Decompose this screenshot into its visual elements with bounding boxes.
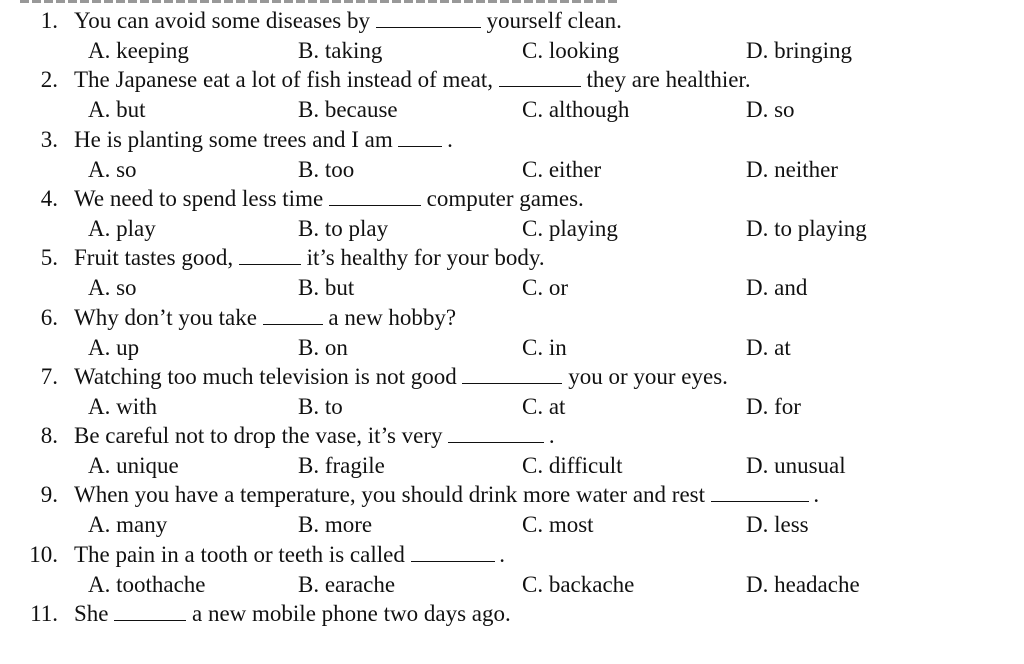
question-text-after-blank: yourself clean. (486, 8, 622, 33)
question-item (0, 540, 1024, 599)
option-a[interactable]: A. toothache (88, 571, 206, 597)
option-d[interactable]: D. to playing (746, 215, 867, 241)
question-number: 3. (40, 126, 58, 152)
option-c[interactable]: C. at (522, 393, 566, 419)
answer-options (0, 36, 1024, 65)
question-text (74, 303, 456, 333)
question-item (0, 480, 1024, 539)
option-a[interactable]: A. many (88, 512, 168, 538)
option-d[interactable]: D. unusual (746, 453, 846, 479)
question-text (74, 6, 622, 36)
question-text-after-blank: you or your eyes. (568, 363, 728, 389)
option-b[interactable]: B. too (298, 156, 355, 182)
answer-blank[interactable] (398, 125, 442, 147)
question-text (74, 184, 584, 214)
question-item (0, 362, 1024, 421)
question-number: 9. (40, 482, 58, 508)
question-number: 7. (40, 363, 58, 389)
option-a[interactable]: A. up (88, 334, 140, 360)
option-b[interactable]: B. more (298, 512, 373, 538)
answer-blank[interactable] (411, 540, 495, 562)
question-text (74, 243, 545, 273)
question-number: 4. (40, 185, 58, 211)
option-d[interactable]: D. less (746, 512, 809, 538)
option-a[interactable]: A. with (88, 393, 157, 419)
answer-options (0, 570, 1024, 599)
option-b[interactable]: B. taking (298, 38, 383, 63)
answer-options (0, 510, 1024, 539)
answer-options (0, 392, 1024, 421)
option-c[interactable]: C. in (522, 334, 567, 360)
question-number: 6. (40, 304, 58, 330)
option-c[interactable]: C. most (522, 512, 594, 538)
question-text-before-blank: The pain in a tooth or teeth is called (74, 541, 405, 567)
question-text-after-blank: . (548, 423, 555, 449)
question-text-before-blank: Why don’t you take (74, 304, 257, 330)
question-item (0, 184, 1024, 243)
question-text (74, 480, 819, 510)
answer-blank[interactable] (711, 480, 809, 502)
question-text-after-blank: they are healthier. (586, 67, 751, 93)
option-a[interactable]: A. so (88, 275, 137, 301)
option-d[interactable]: D. bringing (746, 38, 853, 63)
question-item (0, 421, 1024, 480)
question-text-after-blank: a new hobby? (328, 304, 457, 330)
question-item (0, 125, 1024, 184)
answer-blank[interactable] (462, 362, 562, 384)
question-number: 11. (30, 601, 58, 626)
question-text-after-blank: . (499, 541, 505, 567)
option-c[interactable]: C. looking (522, 38, 620, 63)
option-b[interactable]: B. to play (298, 215, 389, 241)
answer-options (0, 273, 1024, 302)
option-d[interactable]: D. so (746, 97, 795, 123)
question-text-before-blank: She (74, 601, 109, 626)
answer-options (0, 451, 1024, 480)
question-item (0, 243, 1024, 302)
question-text-after-blank: it’s healthy for your body. (306, 245, 545, 271)
option-c[interactable]: C. although (522, 97, 630, 123)
answer-blank[interactable] (114, 599, 186, 621)
question-number: 2. (40, 67, 58, 93)
option-a[interactable]: A. so (88, 156, 137, 182)
answer-options (0, 95, 1024, 124)
question-text (74, 421, 555, 451)
option-c[interactable]: C. or (522, 275, 568, 301)
question-item (0, 6, 1024, 65)
option-d[interactable]: D. and (746, 275, 808, 301)
question-text-before-blank: Watching too much television is not good (74, 363, 457, 389)
option-b[interactable]: B. to (298, 393, 343, 419)
option-c[interactable]: C. difficult (522, 453, 623, 479)
question-text-after-blank: . (447, 126, 453, 152)
question-number: 10. (29, 541, 58, 567)
question-text-after-blank: . (813, 482, 820, 508)
answer-blank[interactable] (329, 184, 421, 206)
question-item (0, 65, 1024, 124)
answer-options (0, 333, 1024, 362)
option-a[interactable]: A. but (88, 97, 146, 123)
option-a[interactable]: A. play (88, 215, 156, 241)
option-d[interactable]: D. neither (746, 156, 838, 182)
question-item (0, 599, 1024, 658)
option-d[interactable]: D. headache (746, 571, 860, 597)
option-b[interactable]: B. but (298, 275, 355, 301)
question-number: 5. (40, 245, 58, 271)
question-text-after-blank: a new mobile phone two days ago. (192, 601, 511, 626)
question-item (0, 303, 1024, 362)
question-text-before-blank: We need to spend less time (74, 185, 324, 211)
question-text-before-blank: The Japanese eat a lot of fish instead of meat, (74, 67, 493, 93)
answer-blank[interactable] (448, 421, 544, 443)
question-text (74, 65, 751, 95)
answer-blank[interactable] (376, 6, 481, 28)
option-a[interactable]: A. unique (88, 453, 179, 479)
option-c[interactable]: C. either (522, 156, 602, 182)
option-c[interactable]: C. backache (522, 571, 635, 597)
question-text (74, 362, 728, 392)
option-b[interactable]: B. on (298, 334, 348, 360)
option-a[interactable]: A. keeping (88, 38, 189, 63)
question-text (74, 125, 453, 155)
question-text-after-blank: computer games. (426, 185, 584, 211)
question-number: 8. (40, 423, 58, 449)
question-text-before-blank: He is planting some trees and I am (74, 126, 393, 152)
option-b[interactable]: B. because (298, 97, 398, 123)
option-d[interactable]: D. for (746, 393, 801, 419)
cropped-heading-remnant (20, 0, 620, 3)
question-text (74, 599, 511, 629)
answer-blank[interactable] (239, 243, 301, 265)
answer-blank[interactable] (263, 303, 323, 325)
question-number: 1. (40, 8, 58, 33)
question-text-before-blank: You can avoid some diseases by (74, 8, 370, 33)
option-b[interactable]: B. fragile (298, 453, 385, 479)
question-text-before-blank: When you have a temperature, you should drink more water and rest (74, 482, 706, 508)
question-text (74, 540, 505, 570)
question-text-before-blank: Fruit tastes good, (74, 245, 234, 271)
option-d[interactable]: D. at (746, 334, 791, 360)
question-text-before-blank: Be careful not to drop the vase, it’s very (74, 423, 443, 449)
answer-options (0, 214, 1024, 243)
option-c[interactable]: C. playing (522, 215, 618, 241)
option-b[interactable]: B. earache (298, 571, 396, 597)
answer-options (0, 155, 1024, 184)
answer-blank[interactable] (499, 65, 581, 87)
